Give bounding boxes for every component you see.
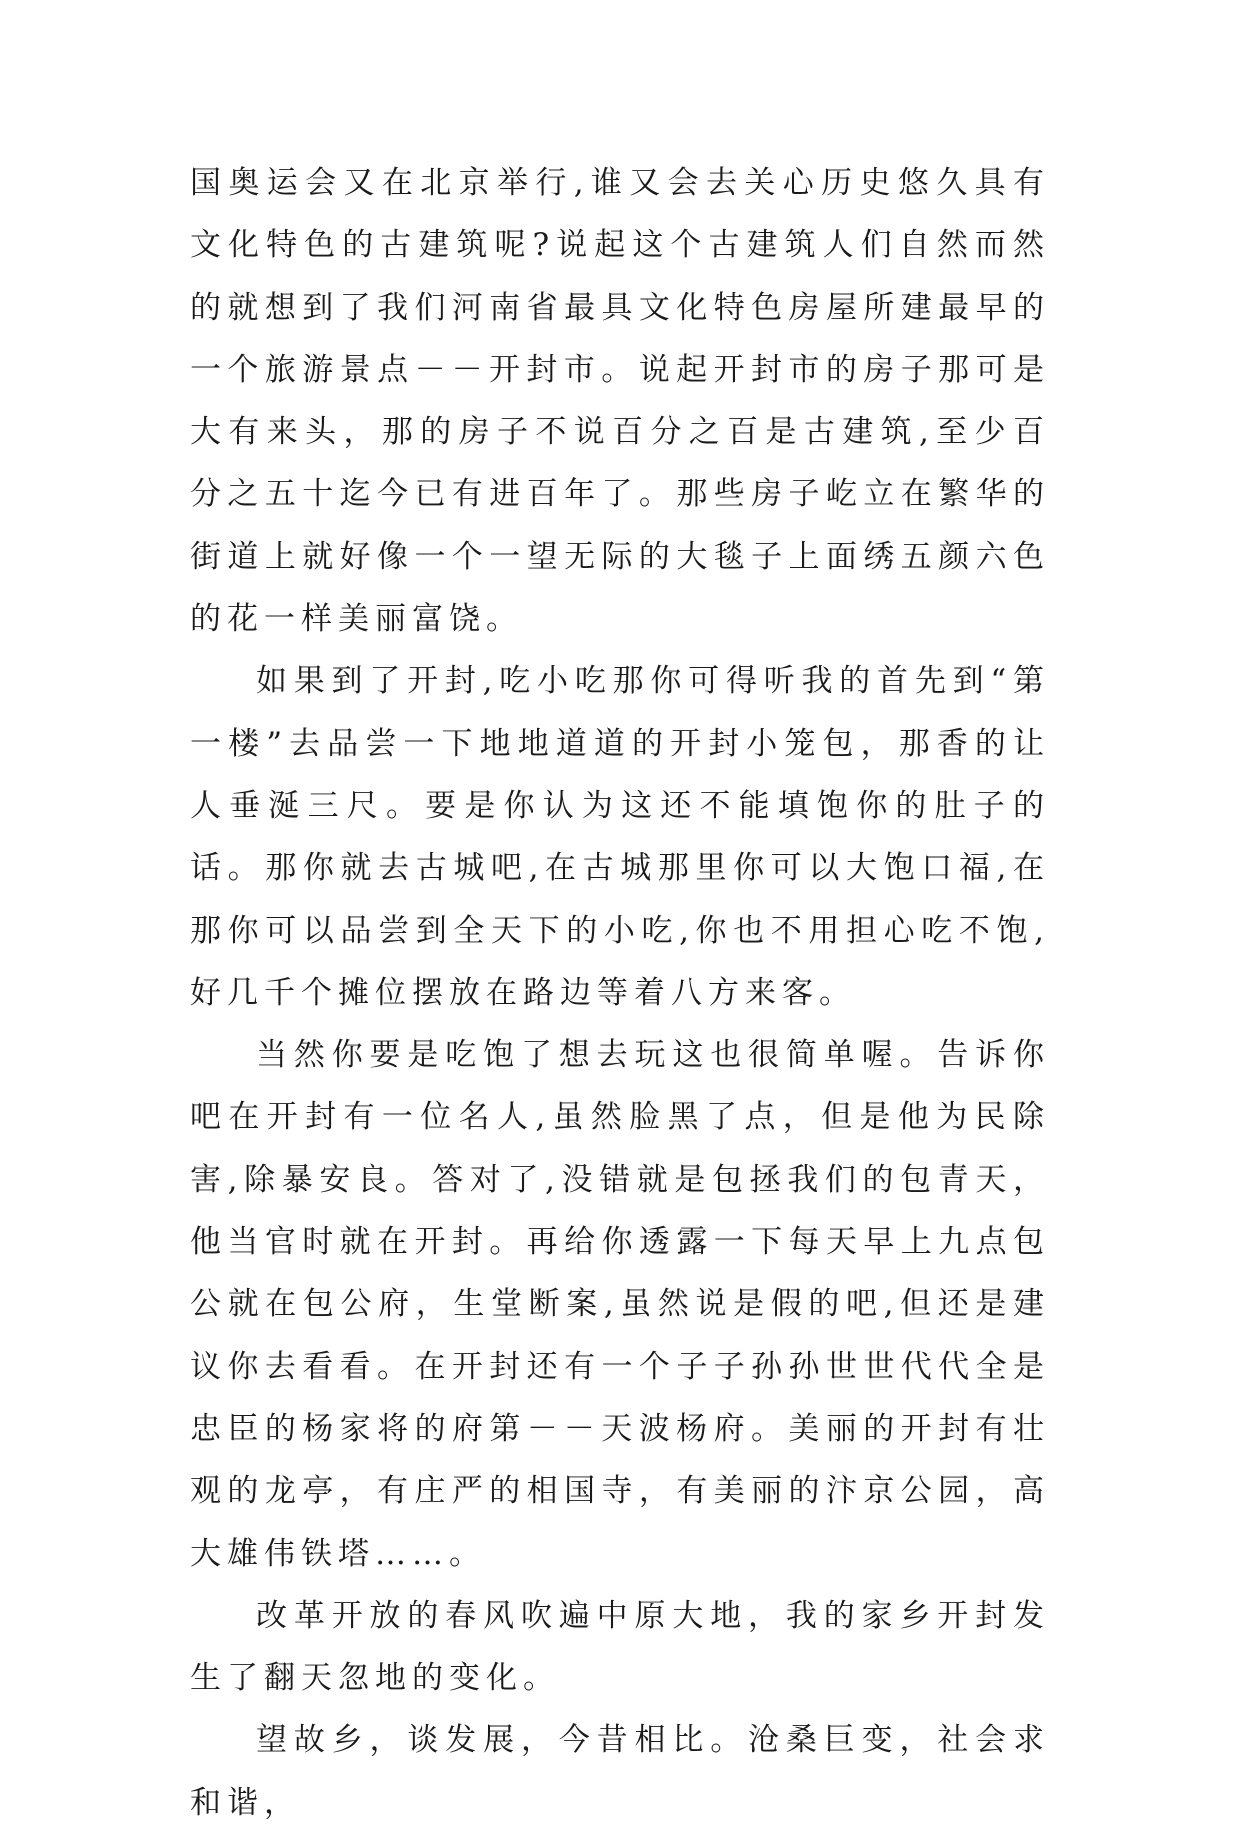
paragraph-5: 望故乡，谈发展，今昔相比。沧桑巨变，社会求和谐， — [190, 1722, 1050, 1821]
document-body — [190, 152, 1050, 1834]
paragraph-3: 当然你要是吃饱了想去玩这也很简单喔。告诉你吧在开封有一位名人,虽然脸黑了点，但是他为民除害,除暴安良。答对了,没错就是包拯我们的包青天，他当官时就在开封。再给你透露一下每天早上九点包公就在包公府，生堂断案,虽然说是假的吧,但还是建议你去看看。在开封还有一个子子孙孙世世代代全是忠臣的杨家将的府第－－天波杨府。美丽的开封有壮观的龙亭，有庄严的相国寺，有美丽的汴京公园，高大雄伟铁塔……。 — [190, 1037, 1050, 1572]
paragraph-2: 如果到了开封,吃小吃那你可得听我的首先到“第一楼”去品尝一下地地道道的开封小笼包，那香的让人垂涎三尺。要是你认为这还不能填饱你的肚子的话。那你就去古城吧,在古城那里你可以大饱口福,在那你可以品尝到全天下的小吃,你也不用担心吃不饱,好几千个摊位摆放在路边等着八方来客。 — [190, 663, 1050, 1011]
paragraph-4: 改革开放的春风吹遍中原大地，我的家乡开封发生了翻天忽地的变化。 — [190, 1597, 1050, 1697]
paragraph-1: 国奥运会又在北京举行,谁又会去关心历史悠久具有文化特色的古建筑呢?说起这个古建筑人们自然而然的就想到了我们河南省最具文化特色房屋所建最早的一个旅游景点－－开封市。说起开封市的房子那可是大有来头，那的房子不说百分之百是古建筑,至少百分之五十迄今已有进百年了。那些房子屹立在繁华的街道上就好像一个一望无际的大毯子上面绣五颜六色的花一样美丽富饶。 — [190, 165, 1050, 638]
